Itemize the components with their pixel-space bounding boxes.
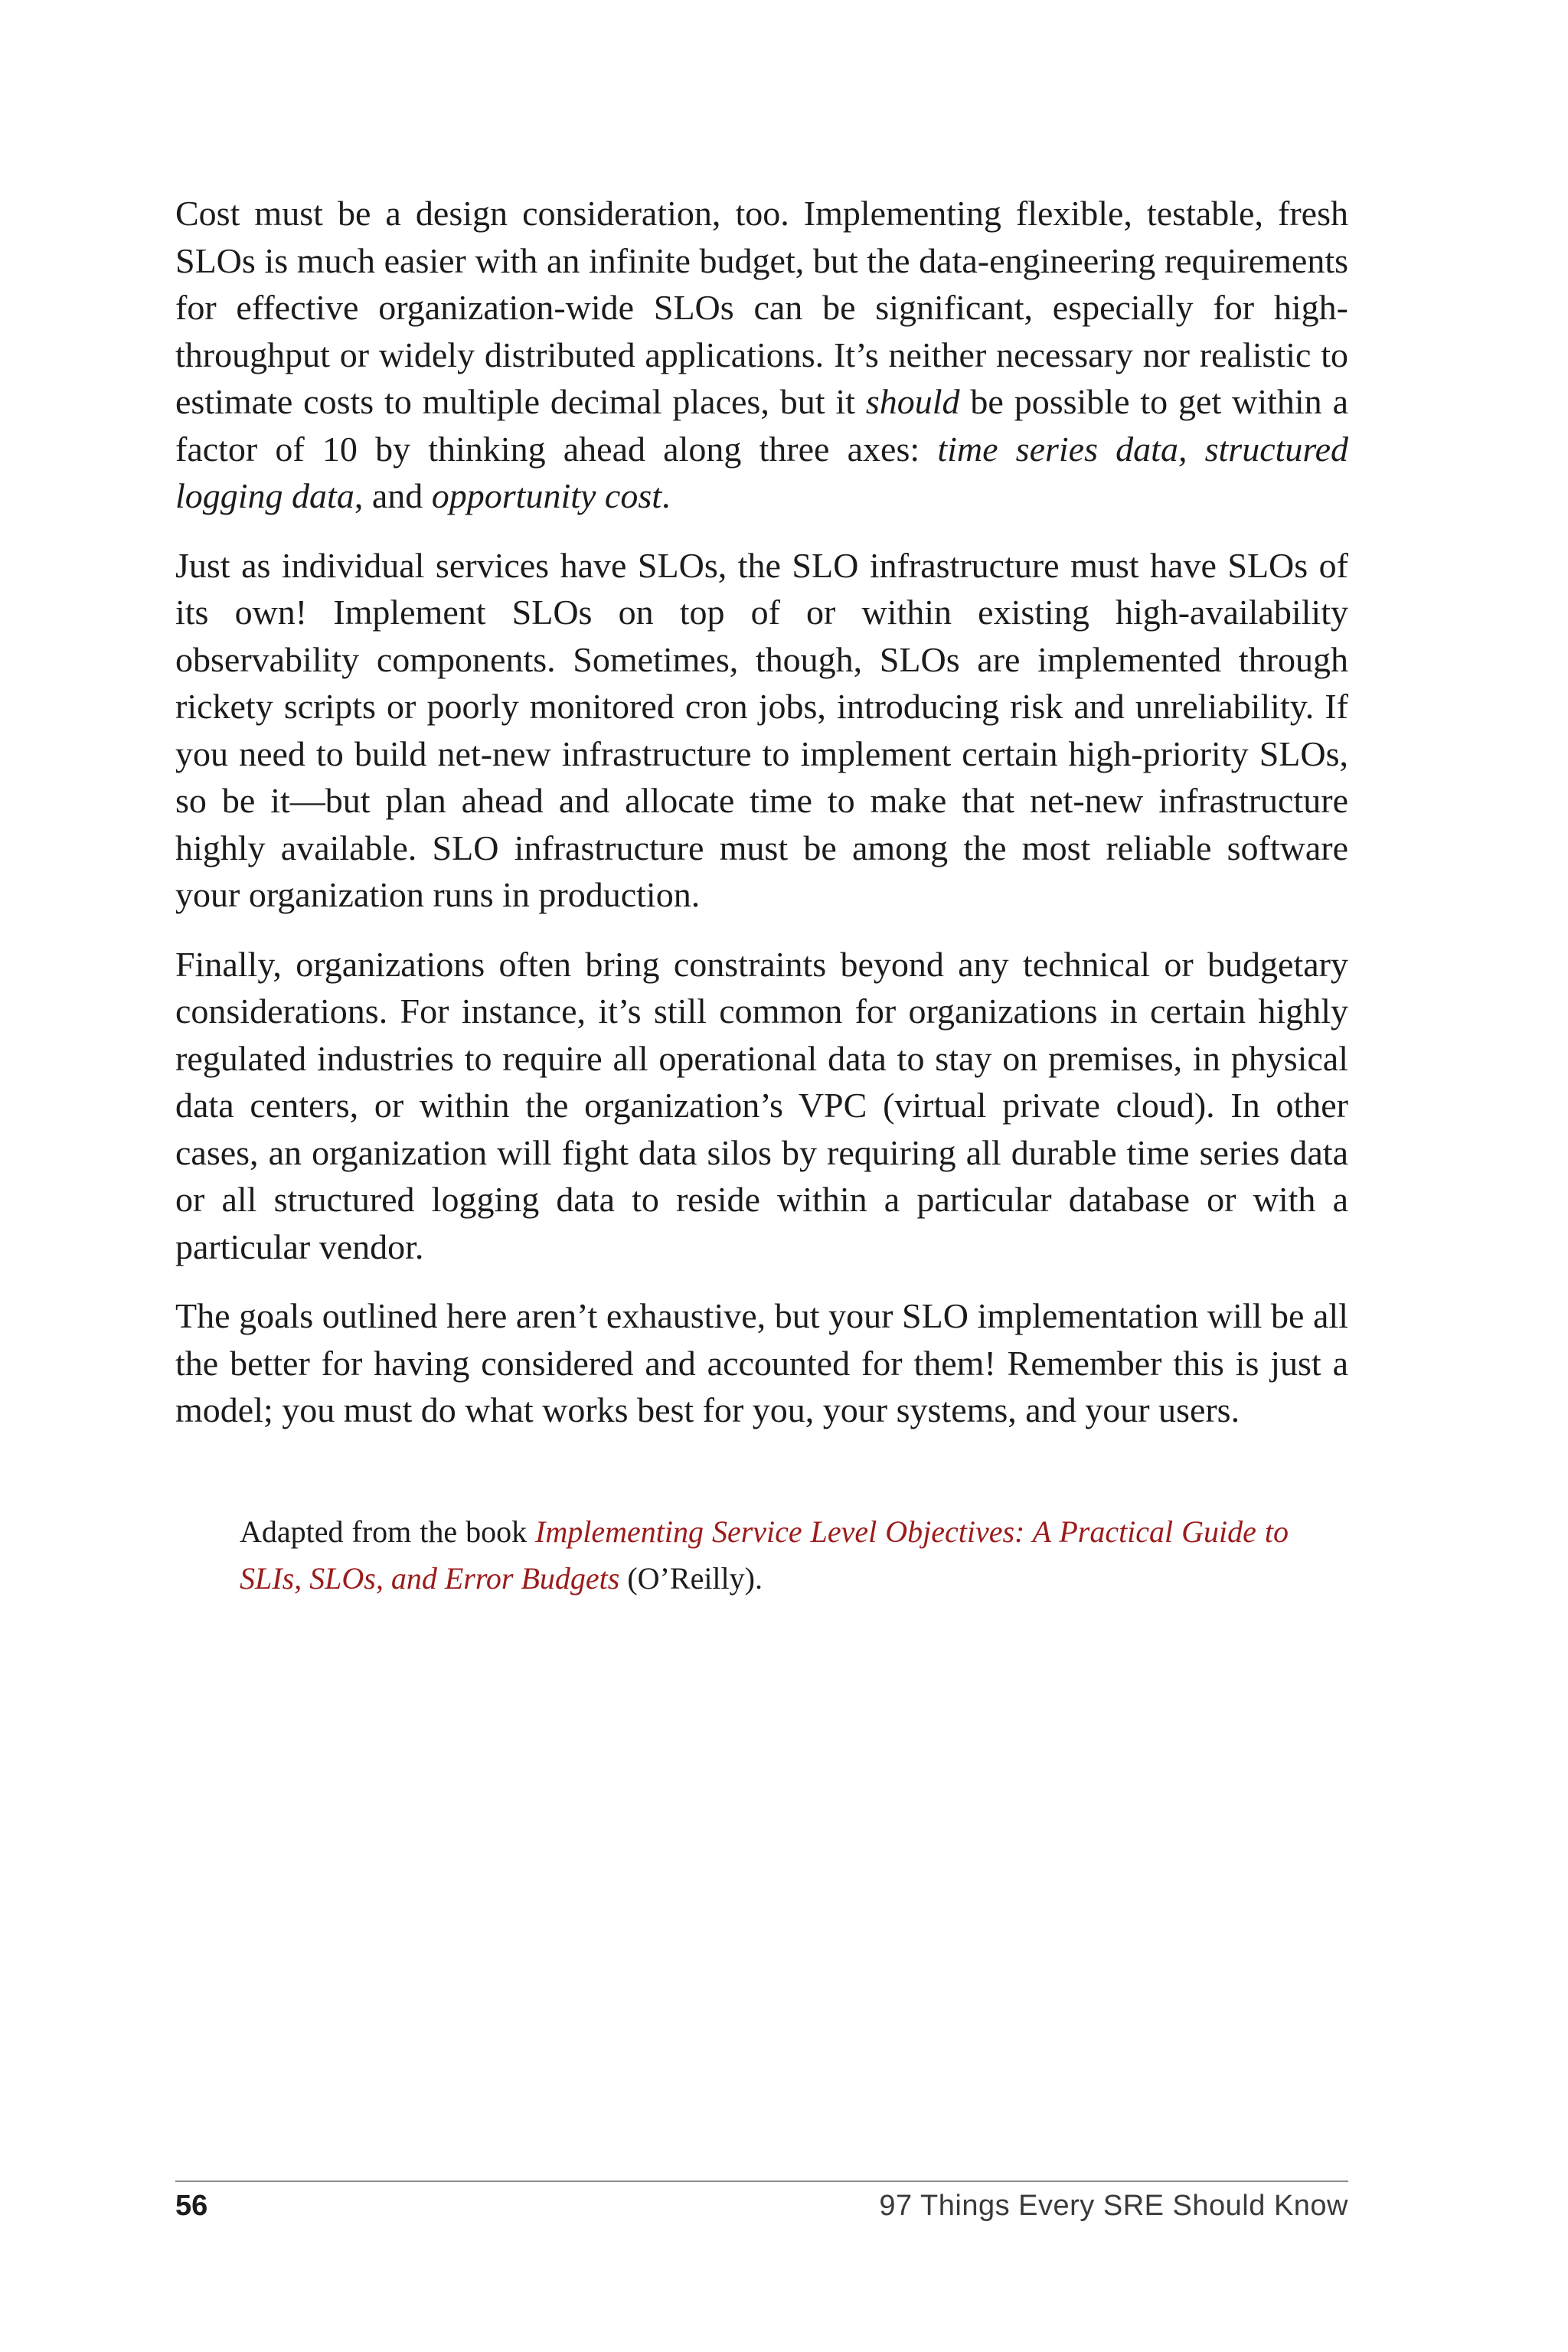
paragraph-cost-text-4: .: [662, 476, 671, 515]
running-title: 97 Things Every SRE Should Know: [879, 2190, 1348, 2222]
book-title-link[interactable]: Implementing Service Level Objectives: A Practical Guide to SLIs, SLOs, and Error Budgets: [240, 1514, 1289, 1596]
emphasis-should: should: [865, 382, 960, 421]
paragraph-cost-text-1: Cost must be a design consideration, too. Implementing flexible, testable, fresh SLOs is much easier with an infinite budget, but the data-engineering requirements for effective organization-wide SLOs can be significant, especially for high-throughput or widely distributed applications. It’s neither necessary nor realistic to estimate costs to multiple decimal places, but it: [175, 194, 1348, 421]
paragraph-conclusion: The goals outlined here aren’t exhaustive, but your SLO implementation will be all the better for having considered and accounted for them! Remember this is just a model; you must do what works best for you, your systems, and your users.: [175, 1296, 1348, 1429]
paragraph-cost-text-2: be possible to get within a factor of 10 by thinking ahead along three axes:: [175, 382, 1348, 469]
emphasis-data-types: time series data, structured logging data: [175, 429, 1349, 515]
footer-rule: [175, 2180, 1348, 2182]
paragraph-constraints: Finally, organizations often bring constraints beyond any technical or budgetary considerations. For instance, it’s still common for organizations in certain highly regulated industries to require all operational data to stay on premises, in physical data centers, or within the organization’s VPC (virtual private cloud). In other cases, an organization will fight data silos by requiring all durable time series data or all structured logging data to reside within a particular database or with a particular vendor.: [175, 944, 1348, 1266]
body-text: [175, 190, 1348, 1456]
attribution-prefix: Adapted from the book: [240, 1514, 536, 1549]
paragraph-slo-infrastructure: Just as individual services have SLOs, the SLO infrastructure must have SLOs of its own! Implement SLOs on top of or within existing high-availability observability components. Sometimes, though, SLOs are implemented through rickety scripts or poorly monitored cron jobs, introducing risk and unreliability. If you need to build net-new infrastructure to implement certain high-priority SLOs, so be it—but plan ahead and allocate time to make that net-new infrastructure highly available. SLO infrastructure must be among the most reliable software your organization runs in production.: [175, 545, 1348, 914]
paragraph-cost-text-3: , and: [354, 476, 432, 515]
page-number: 56: [175, 2190, 208, 2222]
attribution: [240, 1508, 1289, 1602]
attribution-suffix: (O’Reilly).: [619, 1561, 763, 1596]
emphasis-opportunity-cost: opportunity cost: [431, 476, 662, 515]
paragraph-cost: [175, 190, 1348, 520]
